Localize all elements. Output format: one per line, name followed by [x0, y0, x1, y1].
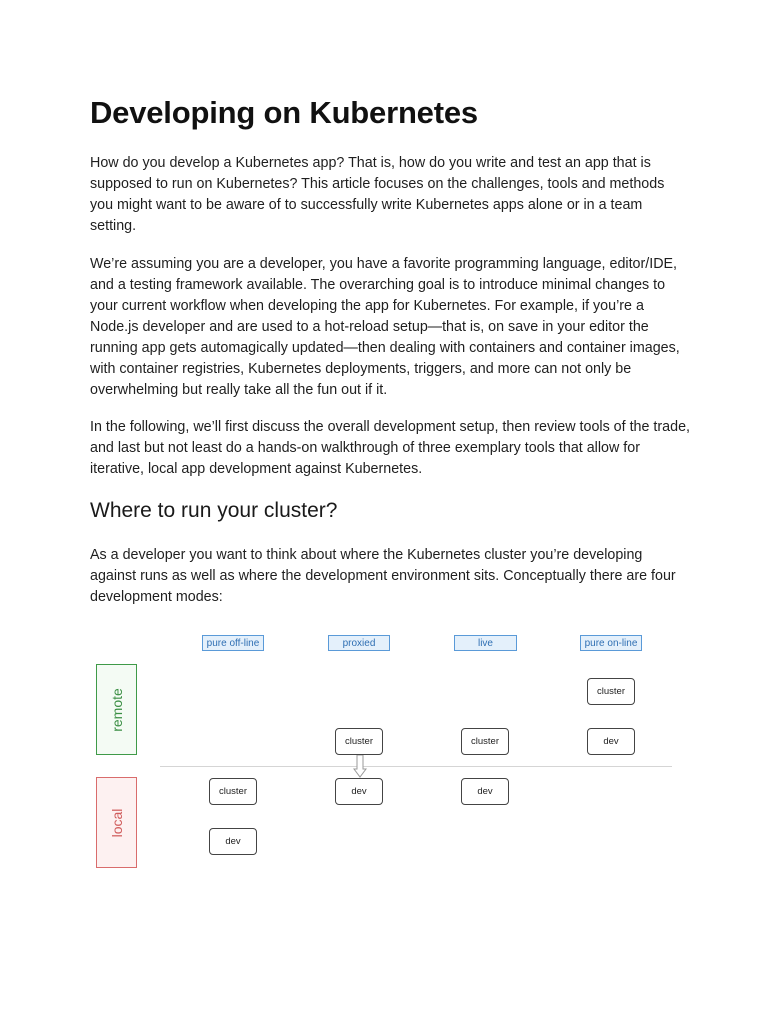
- mode-label-proxied: proxied: [328, 635, 390, 651]
- proxy-arrow-icon: [353, 755, 367, 778]
- development-modes-diagram: [0, 620, 768, 880]
- overview-paragraph: In the following, we’ll first discuss the overall development setup, then review tools of the trade, and last but not least do a hands-on walkthrough of three exemplary tools that allow for iterative, local app development against Kubernetes.: [90, 419, 690, 477]
- remote-side-label: [96, 664, 137, 755]
- offline-dev-box: dev: [209, 828, 257, 855]
- remote-label-text: remote: [108, 687, 125, 732]
- offline-cluster-box: cluster: [209, 778, 257, 805]
- live-dev-box: dev: [461, 778, 509, 805]
- local-side-label: [96, 777, 137, 868]
- local-label-text: local: [108, 808, 125, 837]
- mode-label-live: live: [454, 635, 517, 651]
- assumptions-paragraph: We’re assuming you are a developer, you have a favorite programming language, editor/IDE, and a testing framework available. The overarching goal is to introduce minimal changes to your current workflow when developing the app for Kubernetes. For example, if you’re a Node.js developer and are used to a hot-reload setup—that is, on save in your editor the running app gets automagically updated—then dealing with containers and container images, with container registries, Kubernetes deployments, triggers, and more can not only be overwhelming but really take all the fun out if it.: [90, 256, 680, 398]
- intro-paragraph: How do you develop a Kubernetes app? That is, how do you write and test an app that is supposed to run on Kubernetes? This article focuses on the challenges, tools and methods you might want to be aware of to successfully write Kubernetes apps alone or in a team setting.: [90, 155, 665, 234]
- section-paragraph: As a developer you want to think about where the Kubernetes cluster you’re developing against runs as well as where the development environment sits. Conceptually there are four development modes:: [90, 547, 676, 605]
- page-title: Developing on Kubernetes: [90, 95, 478, 130]
- section-heading: Where to run your cluster?: [90, 499, 338, 522]
- remote-local-divider: [160, 766, 672, 767]
- live-cluster-box: cluster: [461, 728, 509, 755]
- online-dev-box: dev: [587, 728, 635, 755]
- mode-label-pure-off-line: pure off-line: [202, 635, 264, 651]
- proxied-dev-box: dev: [335, 778, 383, 805]
- proxied-cluster-box: cluster: [335, 728, 383, 755]
- mode-label-pure-on-line: pure on-line: [580, 635, 642, 651]
- online-cluster-box: cluster: [587, 678, 635, 705]
